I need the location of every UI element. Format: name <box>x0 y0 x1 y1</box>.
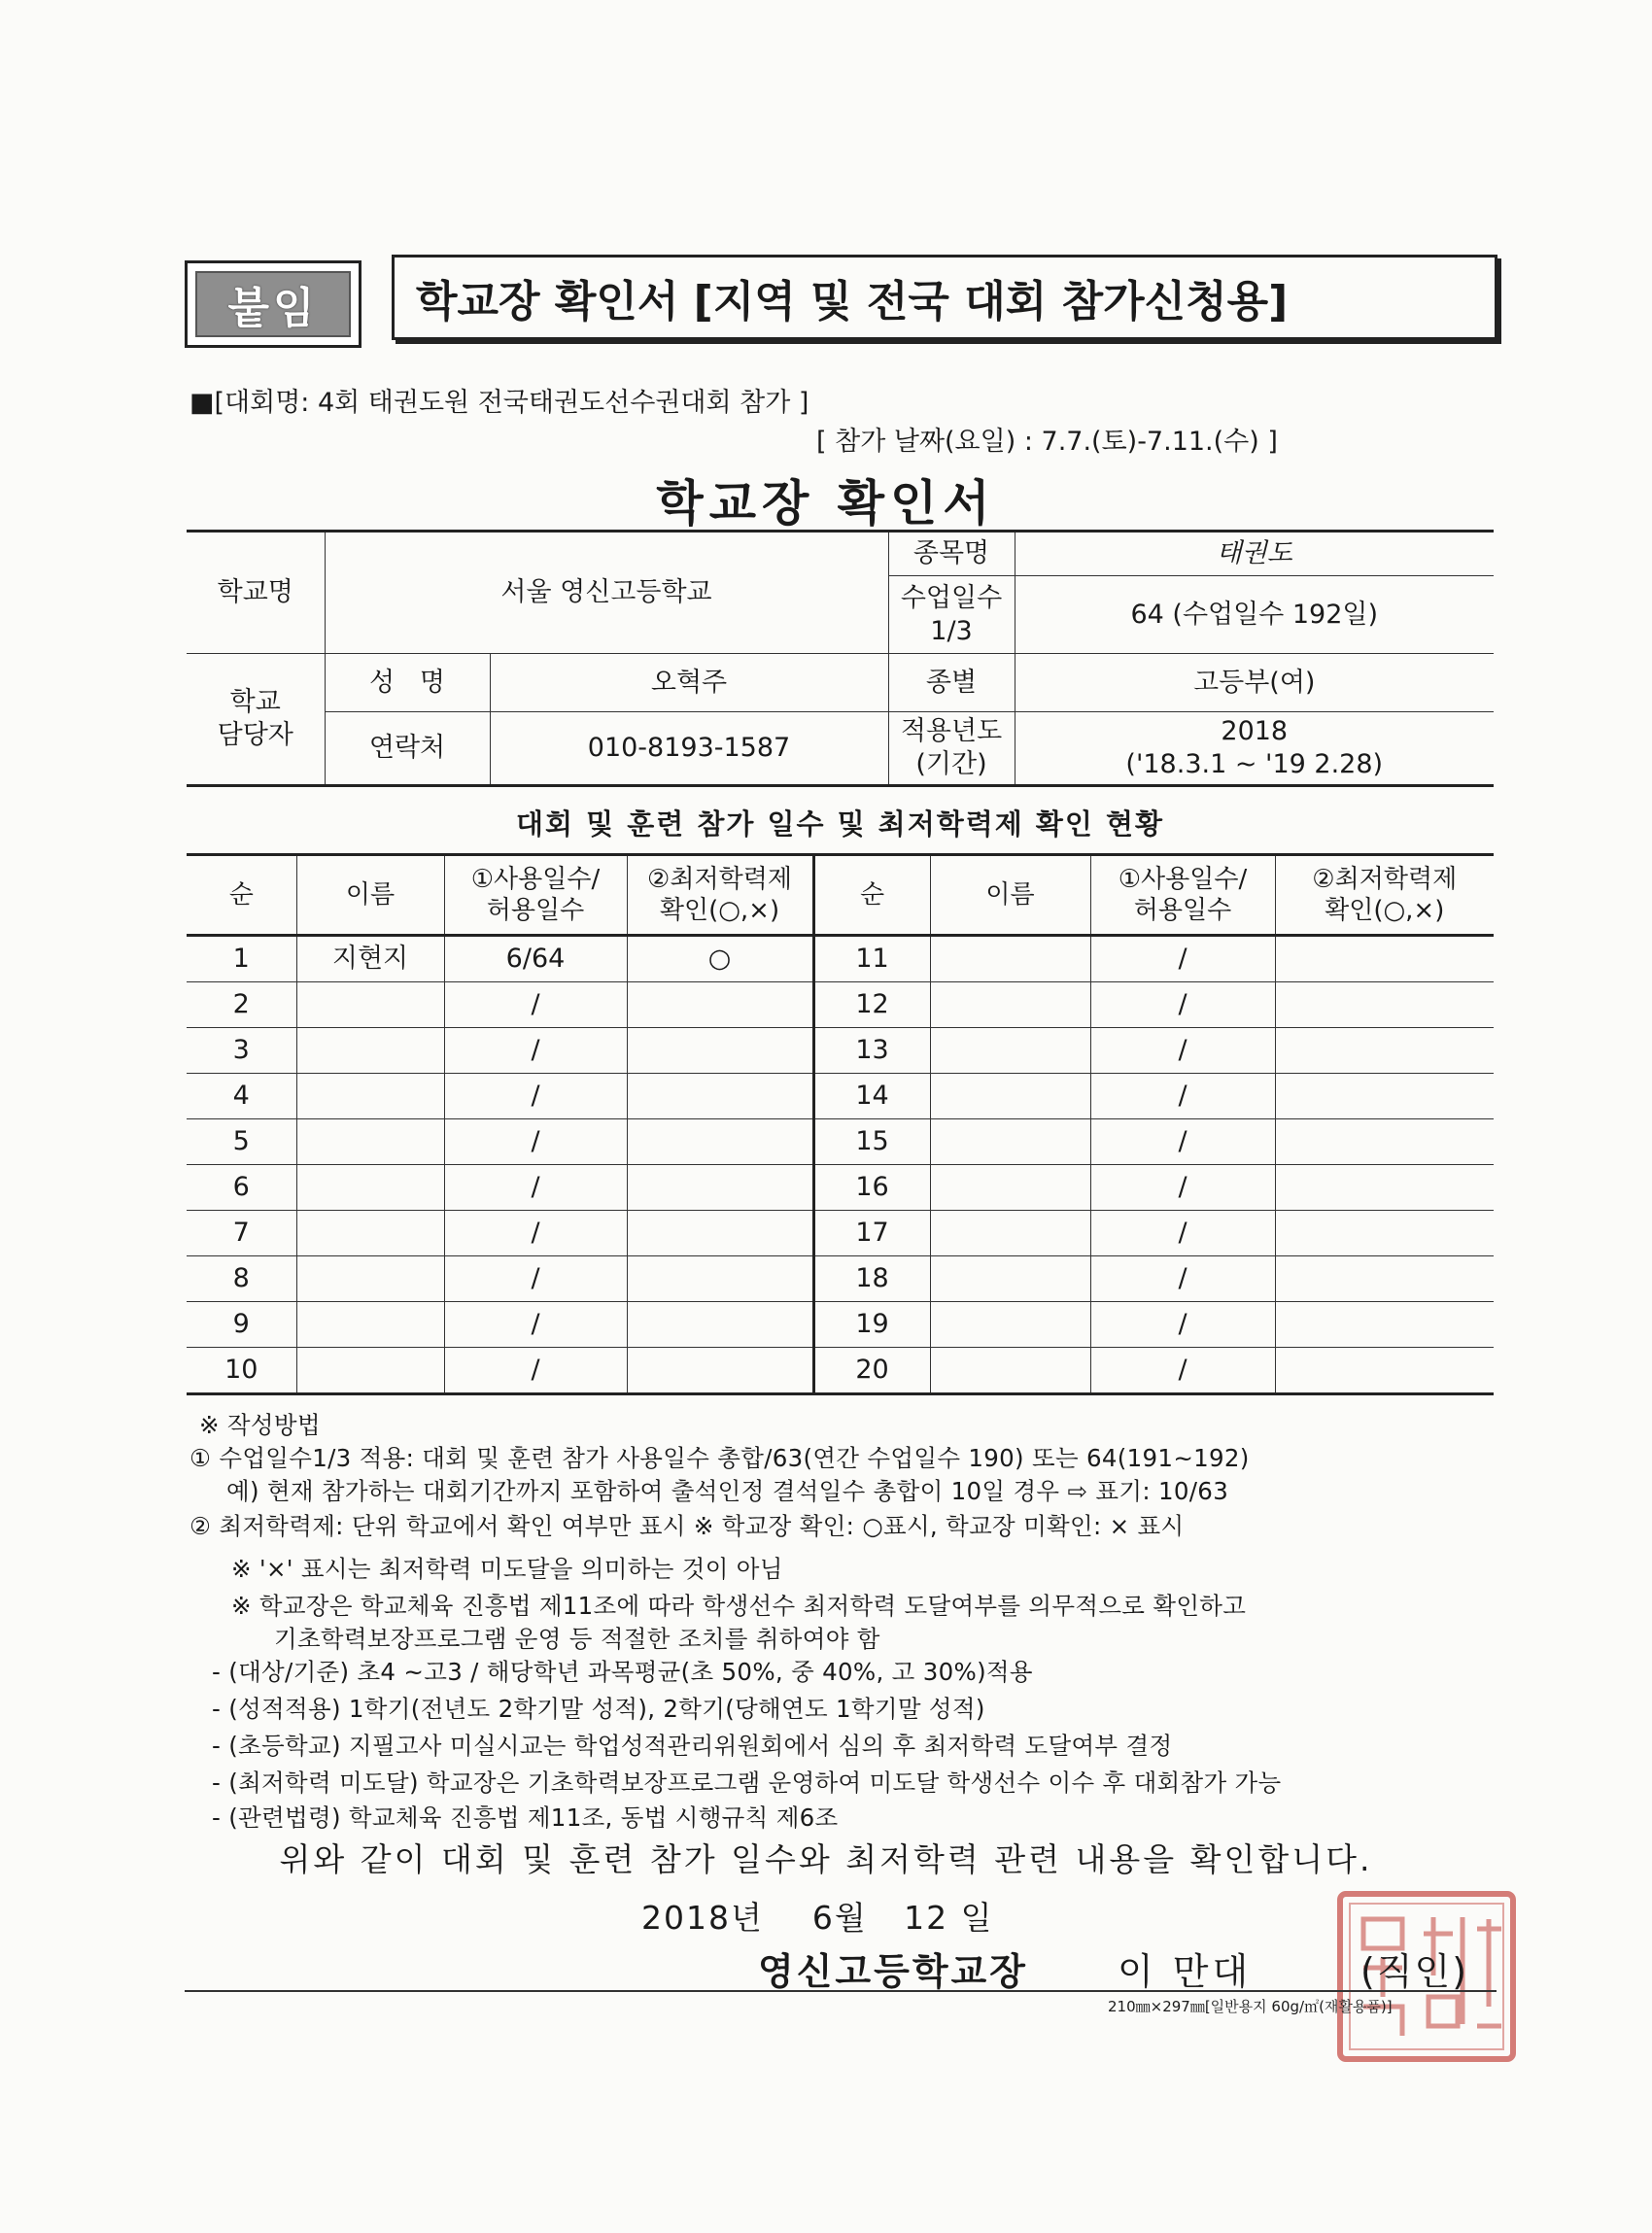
row-min-grade-check-right <box>1275 1348 1494 1394</box>
row-num-right: 17 <box>813 1211 930 1256</box>
notes-heading: ※ 작성방법 <box>199 1411 321 1439</box>
applied-year-label <box>888 712 1015 786</box>
attachment-badge-label: 붙임 <box>195 271 351 337</box>
applied-year-value-line1: 2018 <box>1221 716 1289 747</box>
row-name-right <box>930 1074 1090 1119</box>
table-row <box>187 1211 1494 1256</box>
row-name-right <box>930 1028 1090 1074</box>
row-min-grade-check-right <box>1275 1256 1494 1302</box>
row-num-right: 19 <box>813 1302 930 1348</box>
row-min-grade-check-right <box>1275 1302 1494 1348</box>
class-days-label <box>888 576 1015 654</box>
category-value: 고등부(여) <box>1015 654 1494 712</box>
row-name-right <box>930 1119 1090 1165</box>
row-name-right <box>930 1256 1090 1302</box>
table-row <box>187 1348 1494 1394</box>
row-num: 9 <box>187 1302 296 1348</box>
table-row <box>187 1302 1494 1348</box>
row-num-right: 18 <box>813 1256 930 1302</box>
row-days: / <box>444 1302 627 1348</box>
row-days-right: / <box>1090 982 1275 1028</box>
row-num-right: 13 <box>813 1028 930 1074</box>
seal-label: (직인) <box>1360 1950 1469 1993</box>
header-min-grade-line2: 확인(○,×) <box>659 896 780 925</box>
header-min-grade-line1: ②최저학력제 <box>647 864 792 894</box>
row-days-right: / <box>1090 1028 1275 1074</box>
row-min-grade-check <box>627 1348 813 1394</box>
applied-year-label-line2: (기간) <box>915 749 987 779</box>
row-name-right <box>930 936 1090 982</box>
note-detail-3: - (초등학교) 지필고사 미실시교는 학업성적관리위원회에서 심의 후 최저학력 도달여부 결정 <box>212 1732 1173 1760</box>
event-value: 태권도 <box>1015 532 1494 576</box>
row-num: 3 <box>187 1028 296 1074</box>
row-num: 6 <box>187 1165 296 1211</box>
row-min-grade-check-right <box>1275 1165 1494 1211</box>
school-name-value: 서울 영신고등학교 <box>325 532 888 654</box>
header-days-line2: 허용일수 <box>486 896 585 925</box>
header-days-line1: ①사용일수/ <box>470 864 601 894</box>
row-name: 지현지 <box>296 936 444 982</box>
class-days-label-line2: 1/3 <box>930 615 973 646</box>
row-min-grade-check <box>627 1256 813 1302</box>
row-days-right: / <box>1090 1211 1275 1256</box>
row-min-grade-check-right <box>1275 1211 1494 1256</box>
note-detail-4: - (최저학력 미도달) 학교장은 기초학력보장프로그램 운영하여 미도달 학생선수 이수 후 대회참가 가능 <box>212 1769 1282 1797</box>
participation-table <box>187 853 1494 1395</box>
row-min-grade-check <box>627 1074 813 1119</box>
class-days-label-line1: 수업일수 <box>900 582 1003 613</box>
applied-year-label-line1: 적용년도 <box>900 716 1003 747</box>
row-name <box>296 1028 444 1074</box>
row-days-right: / <box>1090 1074 1275 1119</box>
row-min-grade-check <box>627 1119 813 1165</box>
row-num: 2 <box>187 982 296 1028</box>
row-name <box>296 1074 444 1119</box>
row-min-grade-check-right <box>1275 1028 1494 1074</box>
header-min-grade-right-line1: ②최저학력제 <box>1312 864 1458 894</box>
table-row <box>187 936 1494 982</box>
row-num: 7 <box>187 1211 296 1256</box>
staff-name-value: 오혁주 <box>490 654 888 712</box>
staff-name-label: 성 명 <box>325 654 490 712</box>
header-days-right-line1: ①사용일수/ <box>1118 864 1248 894</box>
row-name <box>296 982 444 1028</box>
row-name <box>296 1348 444 1394</box>
header-num: 순 <box>187 855 296 936</box>
header-days <box>444 855 627 936</box>
header-min-grade-right-line2: 확인(○,×) <box>1325 896 1445 925</box>
contact-label: 연락처 <box>325 712 490 786</box>
applied-year-value-line2: ('18.3.1 ~ '19 2.28) <box>1125 749 1384 779</box>
row-num: 8 <box>187 1256 296 1302</box>
row-days-right: / <box>1090 1348 1275 1394</box>
confirmation-statement: 위와 같이 대회 및 훈련 참가 일수와 최저학력 관련 내용을 확인합니다. <box>279 1840 1373 1878</box>
staff-label-line2: 담당자 <box>217 720 293 750</box>
applied-year-value <box>1015 712 1494 786</box>
row-days-right: / <box>1090 1302 1275 1348</box>
row-days-right: / <box>1090 936 1275 982</box>
row-num: 5 <box>187 1119 296 1165</box>
note-1a: ① 수업일수1/3 적용: 대회 및 훈련 참가 사용일수 총합/63(연간 수업일수 190) 또는 64(191~192) <box>189 1444 1250 1472</box>
note-detail-5: - (관련법령) 학교체육 진흥법 제11조, 동법 시행규칙 제6조 <box>212 1804 839 1832</box>
principal-name: 이 만대 <box>1118 1950 1253 1993</box>
header-min-grade-right <box>1275 855 1494 936</box>
note-4a: ※ 학교장은 학교체육 진흥법 제11조에 따라 학생선수 최저학력 도달여부를 의무적으로 확인하고 <box>231 1592 1247 1620</box>
attachment-badge <box>185 260 361 348</box>
header-days-right-line2: 허용일수 <box>1133 896 1232 925</box>
row-days: / <box>444 982 627 1028</box>
row-name <box>296 1211 444 1256</box>
row-name-right <box>930 1302 1090 1348</box>
row-name-right <box>930 1348 1090 1394</box>
row-name <box>296 1302 444 1348</box>
section-title: 대회 및 훈련 참가 일수 및 최저학력제 확인 현황 <box>515 807 1165 841</box>
row-num-right: 16 <box>813 1165 930 1211</box>
header-days-right <box>1090 855 1275 936</box>
note-detail-1: - (대상/기준) 초4 ~고3 / 해당학년 과목평균(초 50%, 중 40%, 고 30%)적용 <box>212 1658 1033 1686</box>
principal-title: 영신고등학교장 <box>758 1950 1028 1993</box>
row-days: / <box>444 1074 627 1119</box>
row-num: 1 <box>187 936 296 982</box>
row-min-grade-check-right <box>1275 1119 1494 1165</box>
row-days: / <box>444 1165 627 1211</box>
category-label: 종별 <box>888 654 1015 712</box>
row-min-grade-check <box>627 982 813 1028</box>
row-name <box>296 1256 444 1302</box>
staff-label <box>187 654 325 786</box>
note-4b: 기초학력보장프로그램 운영 등 적절한 조치를 취하여야 함 <box>274 1625 880 1653</box>
row-days: / <box>444 1348 627 1394</box>
row-name-right <box>930 1165 1090 1211</box>
row-num-right: 15 <box>813 1119 930 1165</box>
row-days: / <box>444 1256 627 1302</box>
row-num-right: 14 <box>813 1074 930 1119</box>
header-name: 이름 <box>296 855 444 936</box>
note-1b: 예) 현재 참가하는 대회기간까지 포함하여 출석인정 결석일수 총합이 10일 경우 ⇨ 표기: 10/63 <box>226 1477 1229 1505</box>
contact-value: 010-8193-1587 <box>490 712 888 786</box>
row-days: / <box>444 1028 627 1074</box>
class-days-value: 64 (수업일수 192일) <box>1015 576 1494 654</box>
note-detail-2: - (성적적용) 1학기(전년도 2학기말 성적), 2학기(당해연도 1학기말 성적) <box>212 1695 985 1723</box>
row-min-grade-check: ○ <box>627 936 813 982</box>
row-min-grade-check <box>627 1211 813 1256</box>
row-num: 4 <box>187 1074 296 1119</box>
header-min-grade <box>627 855 813 936</box>
row-name-right <box>930 982 1090 1028</box>
table-row <box>187 982 1494 1028</box>
row-min-grade-check-right <box>1275 1074 1494 1119</box>
row-min-grade-check <box>627 1028 813 1074</box>
table-row <box>187 1165 1494 1211</box>
row-num-right: 11 <box>813 936 930 982</box>
row-name <box>296 1165 444 1211</box>
row-days: / <box>444 1211 627 1256</box>
row-min-grade-check <box>627 1165 813 1211</box>
table-row <box>187 1119 1494 1165</box>
row-days: / <box>444 1119 627 1165</box>
row-num: 10 <box>187 1348 296 1394</box>
header-num-right: 순 <box>813 855 930 936</box>
row-days: 6/64 <box>444 936 627 982</box>
document-title-box: 학교장 확인서 [지역 및 전국 대회 참가신청용] <box>392 255 1497 340</box>
paper-spec: 210㎜×297㎜[일반용지 60g/㎡(재활용품)] <box>1108 1998 1393 2015</box>
document-date: 2018년 6월 12 일 <box>641 1899 994 1937</box>
row-min-grade-check-right <box>1275 982 1494 1028</box>
school-name-label: 학교명 <box>187 532 325 654</box>
event-label: 종목명 <box>888 532 1015 576</box>
note-2: ② 최저학력제: 단위 학교에서 확인 여부만 표시 ※ 학교장 확인: ○표시, 학교장 미확인: × 표시 <box>189 1512 1185 1540</box>
row-days-right: / <box>1090 1119 1275 1165</box>
row-days-right: / <box>1090 1256 1275 1302</box>
table-row <box>187 1074 1494 1119</box>
table-row <box>187 1256 1494 1302</box>
header-name-right: 이름 <box>930 855 1090 936</box>
row-name <box>296 1119 444 1165</box>
footer-divider <box>185 1990 1497 1992</box>
competition-name: ■[대회명: 4회 태권도원 전국태권도선수권대회 참가 ] <box>189 388 809 418</box>
row-name-right <box>930 1211 1090 1256</box>
row-num-right: 12 <box>813 982 930 1028</box>
table-header-row <box>187 855 1494 936</box>
school-info-table <box>187 530 1494 787</box>
staff-label-line1: 학교 <box>229 687 281 718</box>
row-num-right: 20 <box>813 1348 930 1394</box>
row-min-grade-check <box>627 1302 813 1348</box>
participation-dates: [ 참가 날짜(요일) : 7.7.(토)-7.11.(수) ] <box>816 427 1278 457</box>
page-title: 학교장 확인서 <box>656 475 996 532</box>
row-days-right: / <box>1090 1165 1275 1211</box>
note-3: ※ '×' 표시는 최저학력 미도달을 의미하는 것이 아님 <box>231 1555 783 1583</box>
table-row <box>187 1028 1494 1074</box>
row-min-grade-check-right <box>1275 936 1494 982</box>
